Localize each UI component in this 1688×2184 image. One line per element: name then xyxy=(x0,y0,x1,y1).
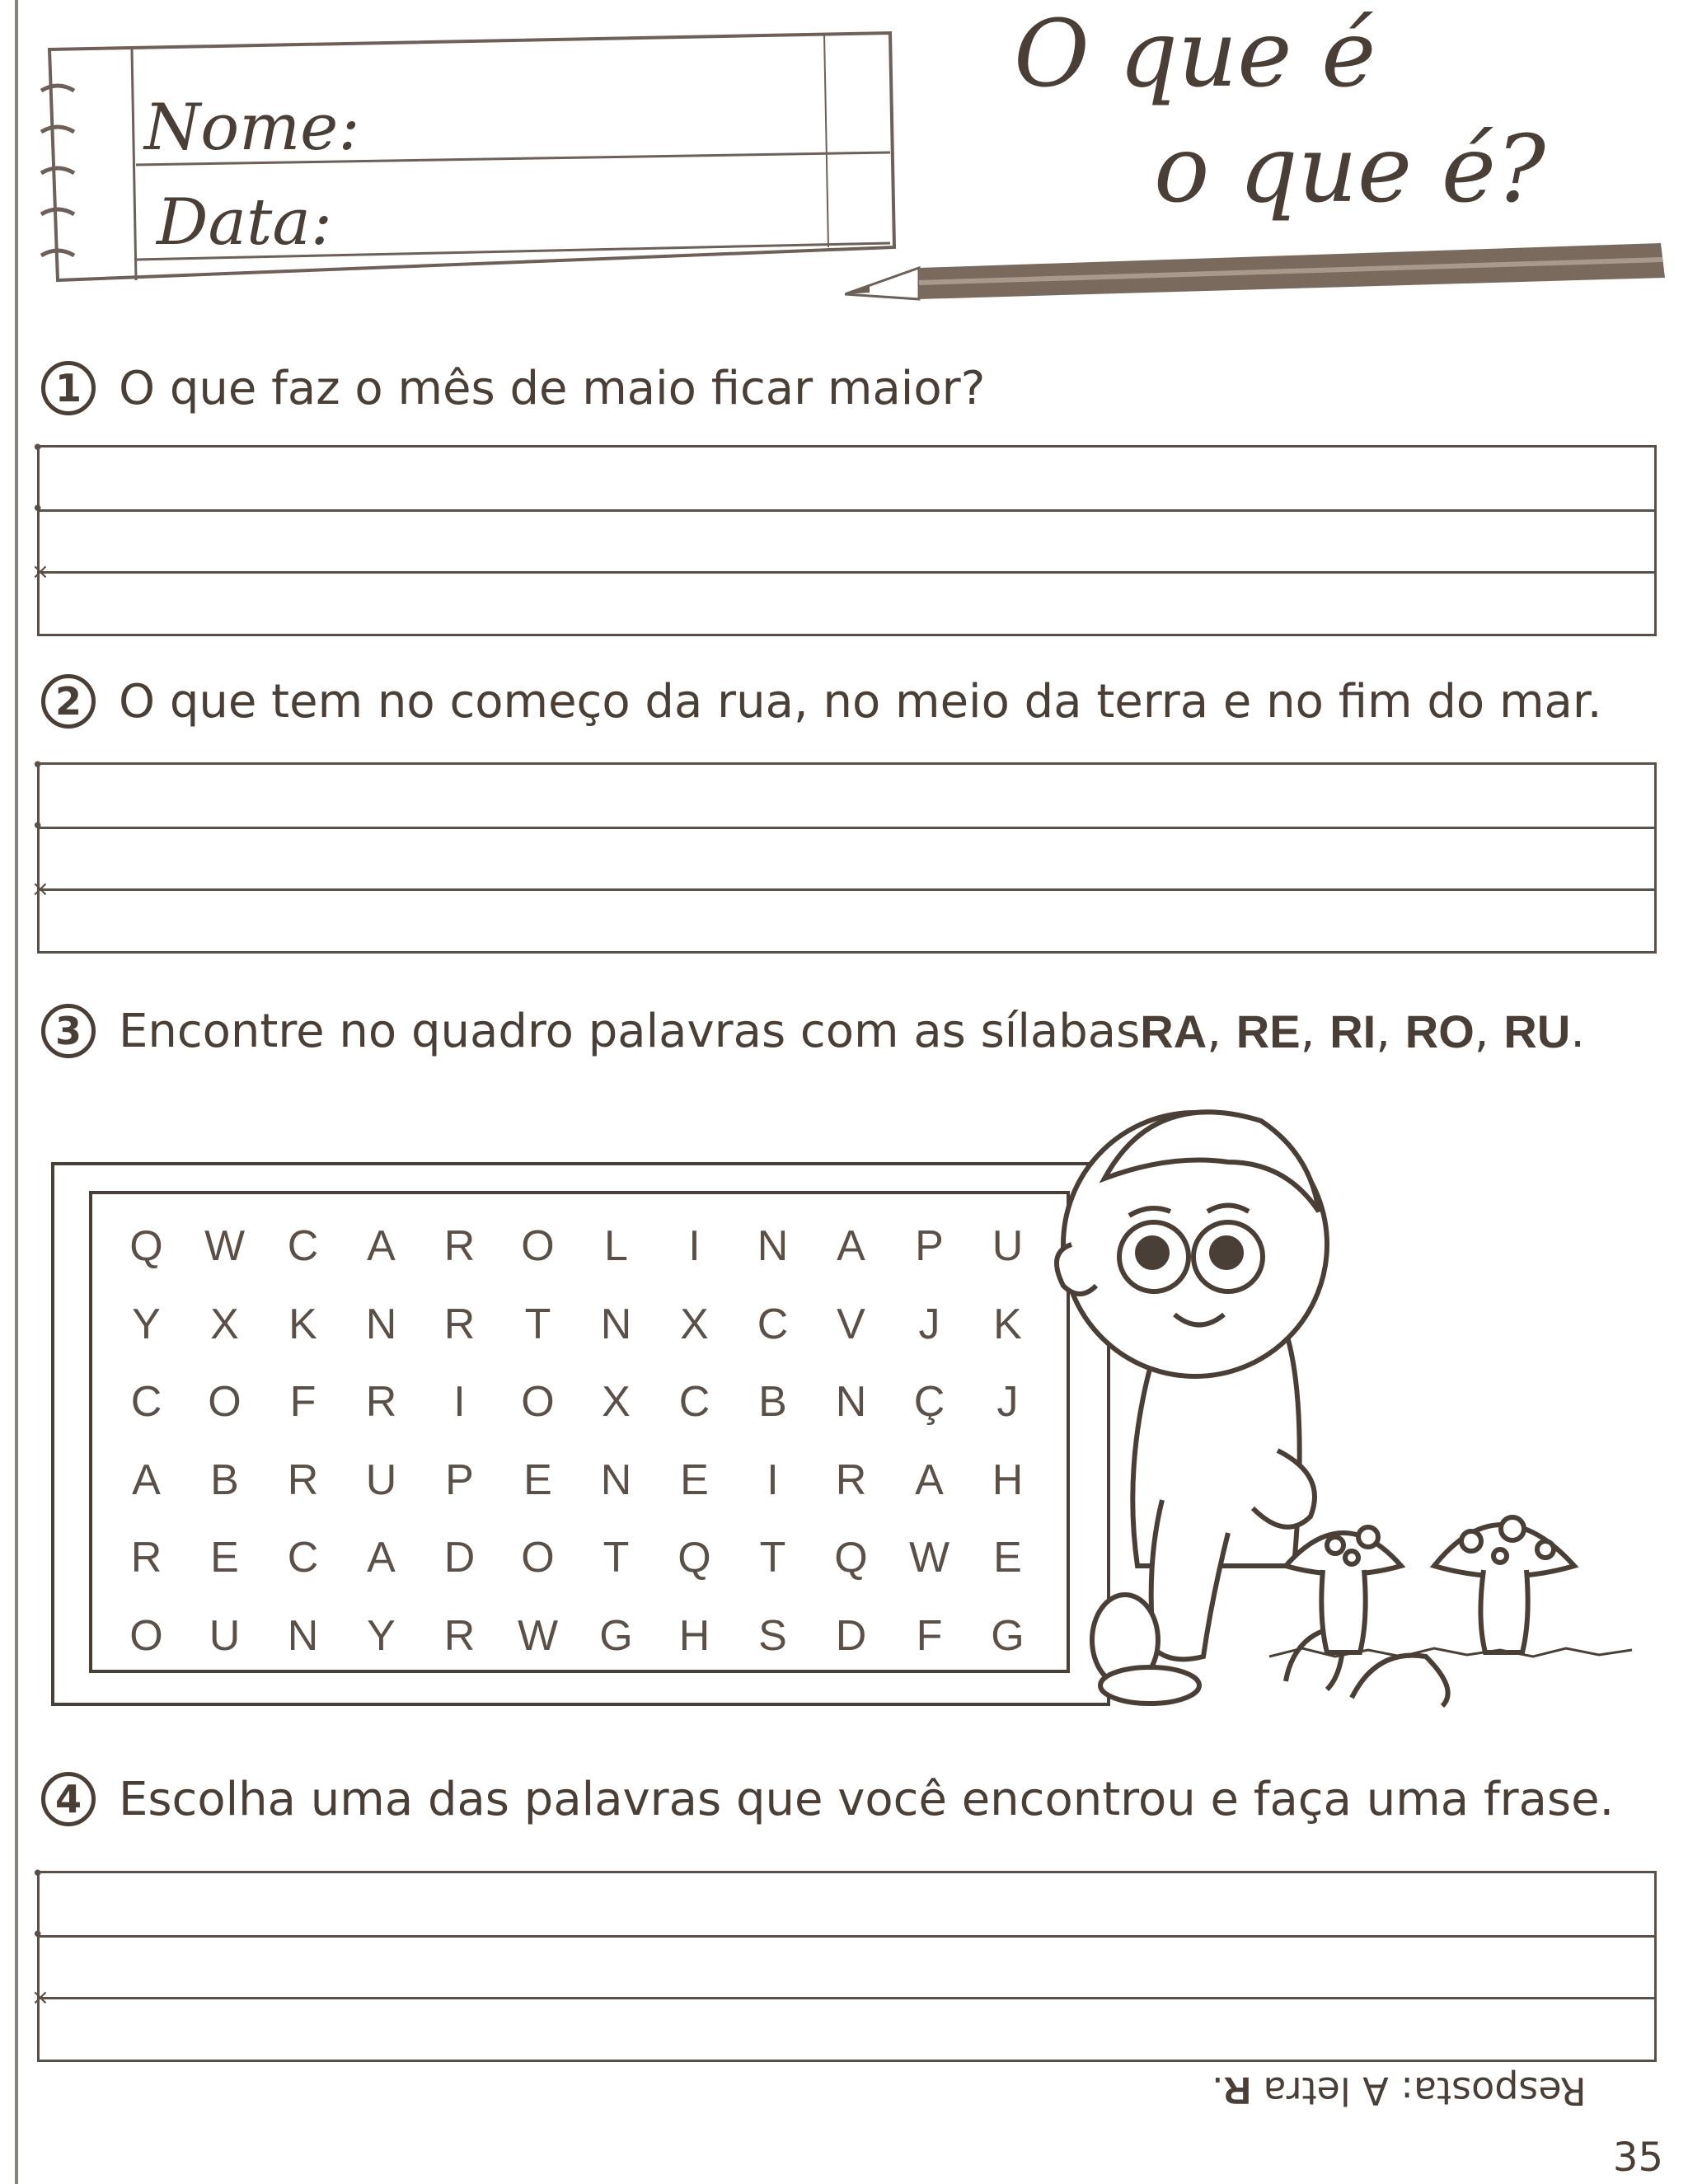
word-search-cell[interactable]: N xyxy=(757,1222,789,1271)
name-label: Nome: xyxy=(144,91,360,165)
word-search-cell[interactable]: F xyxy=(289,1378,316,1427)
line-x-marker: × xyxy=(31,877,49,902)
word-search-cell[interactable]: T xyxy=(603,1534,630,1582)
word-search-cell[interactable]: R xyxy=(443,1300,476,1348)
word-search-cell[interactable]: R xyxy=(835,1455,867,1504)
word-search-cell[interactable]: B xyxy=(210,1455,239,1504)
word-search-cell[interactable]: B xyxy=(758,1378,787,1427)
word-search-cell[interactable]: X xyxy=(680,1300,709,1348)
pencil-illustration xyxy=(845,235,1669,309)
line-dot-marker: • xyxy=(31,814,45,839)
question-number: 4 xyxy=(41,1772,96,1826)
word-search-cell[interactable]: O xyxy=(521,1534,555,1582)
question-text: O que faz o mês de maio ficar maior? xyxy=(119,361,986,415)
word-search-cell[interactable]: A xyxy=(367,1534,396,1582)
question-number: 3 xyxy=(41,1004,96,1058)
line-x-marker: × xyxy=(31,1985,49,2010)
word-search-cell[interactable]: K xyxy=(288,1300,317,1348)
word-search-cell[interactable]: R xyxy=(365,1378,397,1427)
word-search-cell[interactable]: C xyxy=(130,1378,162,1427)
word-search-cell[interactable]: Y xyxy=(132,1300,161,1348)
word-search-cell[interactable]: T xyxy=(759,1534,786,1582)
word-search-cell[interactable]: F xyxy=(916,1611,943,1660)
question-4 xyxy=(41,1772,1614,1826)
question-text: O que tem no começo da rua, no meio da terra e no fim do mar. xyxy=(119,674,1602,729)
answer-letter: R xyxy=(1223,2069,1251,2112)
word-search-cell[interactable]: D xyxy=(835,1611,867,1660)
question-text: Encontre no quadro palavras com as sílabas xyxy=(119,1004,1141,1058)
word-search-cell[interactable]: J xyxy=(996,1378,1019,1427)
mushroom-right xyxy=(1434,1517,1574,1652)
line-dot-marker: • xyxy=(31,497,45,522)
syllable-ro: RO xyxy=(1404,1005,1475,1057)
word-search-cell[interactable]: N xyxy=(600,1455,632,1504)
word-search-cell[interactable]: N xyxy=(835,1378,867,1427)
mushroom-left xyxy=(1286,1527,1401,1652)
word-search-grid[interactable] xyxy=(107,1207,1047,1675)
page-title-line1: O que é xyxy=(1014,1,1376,108)
word-search-cell[interactable]: O xyxy=(129,1611,163,1660)
word-search-cell[interactable]: C xyxy=(757,1300,789,1348)
word-search-cell[interactable]: A xyxy=(367,1222,396,1271)
line-x-marker: × xyxy=(31,560,49,584)
word-search-cell[interactable]: O xyxy=(521,1222,555,1271)
word-search-cell[interactable]: Q xyxy=(678,1534,711,1582)
word-search-cell[interactable]: Ç xyxy=(913,1378,945,1427)
word-search-cell[interactable]: C xyxy=(287,1222,319,1271)
word-search-cell[interactable]: R xyxy=(443,1222,476,1271)
word-search-cell[interactable]: U xyxy=(365,1455,397,1504)
answer-lines-2[interactable] xyxy=(31,753,1657,954)
line-dot-marker: • xyxy=(31,436,45,461)
word-search-cell[interactable]: R xyxy=(443,1611,476,1660)
syllable-ru: RU xyxy=(1503,1005,1571,1057)
word-search-cell[interactable]: W xyxy=(517,1611,559,1660)
answer-lines-4[interactable] xyxy=(31,1862,1657,2062)
word-search-cell[interactable]: A xyxy=(132,1455,161,1504)
question-1 xyxy=(41,361,985,415)
word-search-cell[interactable]: G xyxy=(599,1611,633,1660)
word-search-cell[interactable]: C xyxy=(287,1534,319,1582)
line-dot-marker: • xyxy=(31,1923,45,1947)
syllable-re: RE xyxy=(1236,1005,1301,1057)
syllable-ra: RA xyxy=(1140,1005,1207,1057)
question-number: 1 xyxy=(41,361,96,415)
word-search-cell[interactable]: O xyxy=(208,1378,241,1427)
word-search-cell[interactable]: D xyxy=(443,1534,476,1582)
question-number: 2 xyxy=(41,674,96,729)
page-number: 35 xyxy=(1612,2135,1663,2181)
word-search-cell[interactable]: Q xyxy=(129,1222,163,1271)
word-search-cell[interactable]: E xyxy=(210,1534,239,1582)
word-search-cell[interactable]: N xyxy=(600,1300,632,1348)
line-dot-marker: • xyxy=(31,753,45,778)
word-search-cell[interactable]: E xyxy=(680,1455,709,1504)
word-search-cell[interactable]: I xyxy=(453,1378,466,1427)
word-search-cell[interactable]: I xyxy=(688,1222,701,1271)
line-dot-marker: • xyxy=(31,1862,45,1886)
word-search-cell[interactable]: X xyxy=(210,1300,239,1348)
answer-prefix: Resposta: A letra xyxy=(1250,2069,1587,2113)
word-search-cell[interactable]: J xyxy=(918,1300,940,1348)
word-search-cell[interactable]: A xyxy=(915,1455,944,1504)
upside-down-answer xyxy=(1212,2069,1587,2113)
word-search-cell[interactable]: I xyxy=(767,1455,779,1504)
word-search-cell[interactable]: G xyxy=(991,1611,1025,1660)
word-search-cell[interactable]: P xyxy=(445,1455,474,1504)
word-search-cell[interactable]: C xyxy=(678,1378,710,1427)
word-search-cell[interactable]: E xyxy=(523,1455,552,1504)
page-title-line2: o que é? xyxy=(1154,116,1546,223)
word-search-cell[interactable]: Y xyxy=(367,1611,396,1660)
word-search-cell[interactable]: R xyxy=(287,1455,319,1504)
word-search-cell[interactable]: A xyxy=(837,1222,865,1271)
word-search-cell[interactable]: N xyxy=(365,1300,397,1348)
question-3: 3 Encontre no quadro palavras com as sílabas RA , RE , RI , RO , RU . xyxy=(41,1004,1585,1058)
word-search-cell[interactable]: U xyxy=(209,1611,241,1660)
date-label: Data: xyxy=(157,185,333,260)
boy-illustration xyxy=(1039,1104,1665,1714)
syllable-ri: RI xyxy=(1329,1005,1376,1057)
question-text-end: . xyxy=(1570,1004,1586,1058)
word-search-cell[interactable]: Q xyxy=(834,1534,868,1582)
page-edge xyxy=(15,0,18,2184)
word-search-cell[interactable]: H xyxy=(678,1611,710,1660)
word-search-cell[interactable]: U xyxy=(992,1222,1024,1271)
word-search-cell[interactable]: N xyxy=(287,1611,319,1660)
answer-lines-1[interactable] xyxy=(31,436,1657,636)
word-search-cell[interactable]: W xyxy=(204,1222,246,1271)
question-text: Escolha uma das palavras que você encontrou e faça uma frase. xyxy=(119,1772,1615,1826)
word-search-cell[interactable]: W xyxy=(908,1534,950,1582)
word-search-cell[interactable]: O xyxy=(521,1378,555,1427)
word-search-cell[interactable]: X xyxy=(602,1378,631,1427)
word-search-cell[interactable]: E xyxy=(993,1534,1022,1582)
word-search-cell[interactable]: V xyxy=(837,1300,865,1348)
answer-suffix: . xyxy=(1212,2069,1224,2113)
word-search-cell[interactable]: R xyxy=(130,1534,162,1582)
word-search-cell[interactable]: T xyxy=(524,1300,551,1348)
word-search-cell[interactable]: H xyxy=(992,1455,1024,1504)
word-search-cell[interactable]: L xyxy=(604,1222,628,1271)
question-2 xyxy=(41,674,1602,729)
word-search-cell[interactable]: K xyxy=(993,1300,1022,1348)
word-search-cell[interactable]: S xyxy=(758,1611,787,1660)
word-search-cell[interactable]: P xyxy=(915,1222,944,1271)
